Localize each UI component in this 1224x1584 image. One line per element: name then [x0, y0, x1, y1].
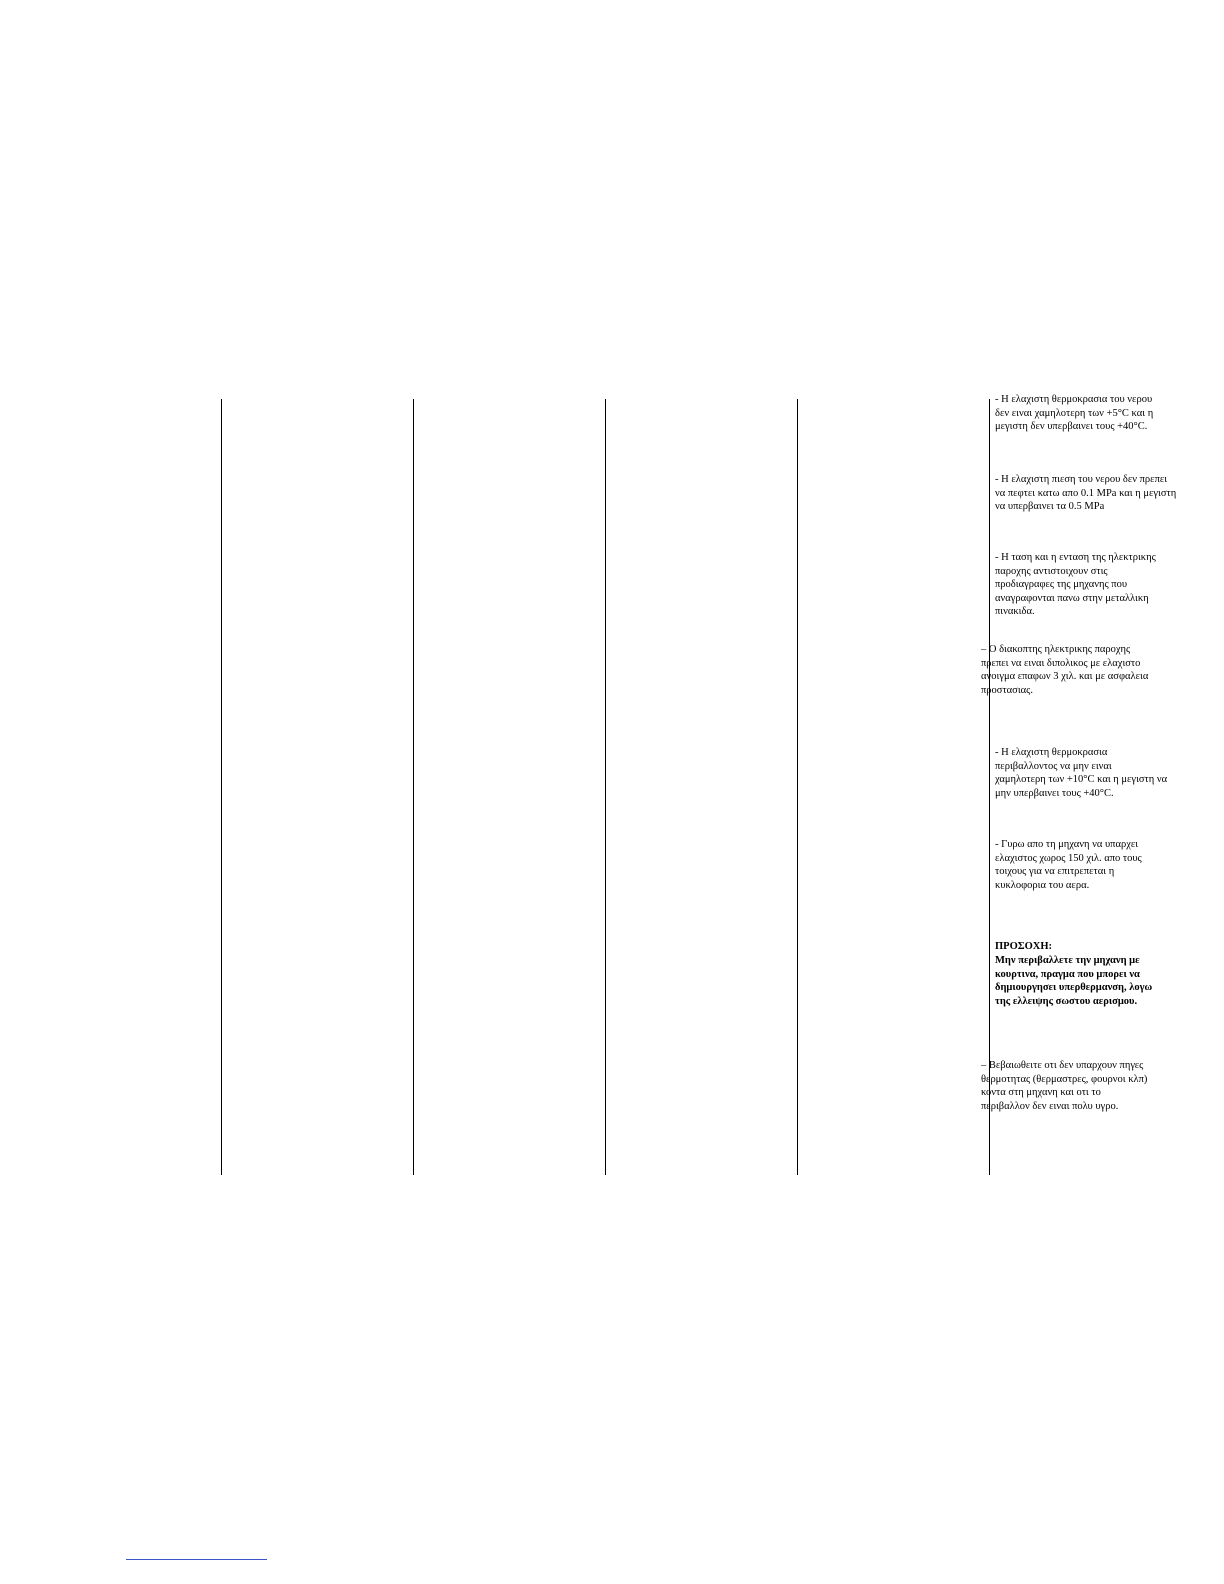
- clearance-note: - Γυρω απο τη μηχανη να υπαρχει ελαχιστος χωρος 150 χιλ. απο τους τοιχους για να επιτρεπεται η κυκλοφορια του αερα.: [995, 839, 1142, 891]
- electrical-supply-note: - Η ταση και η ενταση της ηλεκτρικης παροχης αντιστοιχουν στις προδιαγραφες της μηχανης που αναγραφονται πανω στην μεταλλικη πινακιδα.: [995, 552, 1156, 618]
- water-pressure-note: - Η ελαχιστη πιεση του νερου δεν πρεπει να πεφτει κατω απο 0.1 MPa και η μεγιστη να υπερβαινει τα 0.5 MPa: [995, 474, 1177, 513]
- column-rule-3: [605, 399, 606, 1175]
- power-switch-note: – Ο διακοπτης ηλεκτρικης παροχης πρεπει να ειναι διπολικος με ελαχιστο ανοιγμα επαφων 3 χιλ. και με ασφαλεια προστασιας.: [981, 644, 1149, 696]
- footnote-separator: [126, 1559, 267, 1560]
- column-rule-2: [413, 399, 414, 1175]
- warning-text: Μην περιβαλλετε την μηχανη με κουρτινα, πραγμα που μπορει να δημιουργησει υπερθερμανση, λογω της ελλειψης σωστου αερισμου.: [995, 955, 1153, 1007]
- ambient-temperature-note: - Η ελαχιστη θερμοκρασια περιβαλλοντος να μην ειναι χαμηλοτερη των +10°C και η μεγιστη να μην υπερβαινει τους +40°C.: [995, 747, 1168, 799]
- water-temperature-note: - Η ελαχιστη θερμοκρασια του νερου δεν ειναι χαμηλοτερη των +5°C και η μεγιστη δεν υπερβαινει τους +40°C.: [995, 394, 1154, 433]
- column-rule-4: [797, 399, 798, 1175]
- warning-heading: ΠΡΟΣΟΧΗ:: [995, 941, 1053, 952]
- column-rule-1: [221, 399, 222, 1175]
- heat-sources-note: – Βεβαιωθειτε οτι δεν υπαρχουν πηγες θερμοτητας (θερμαστρες, φουρνοι κλπ) κοντα στη μηχανη και οτι το περιβαλλον δεν ειναι πολυ υγρο.: [981, 1060, 1148, 1112]
